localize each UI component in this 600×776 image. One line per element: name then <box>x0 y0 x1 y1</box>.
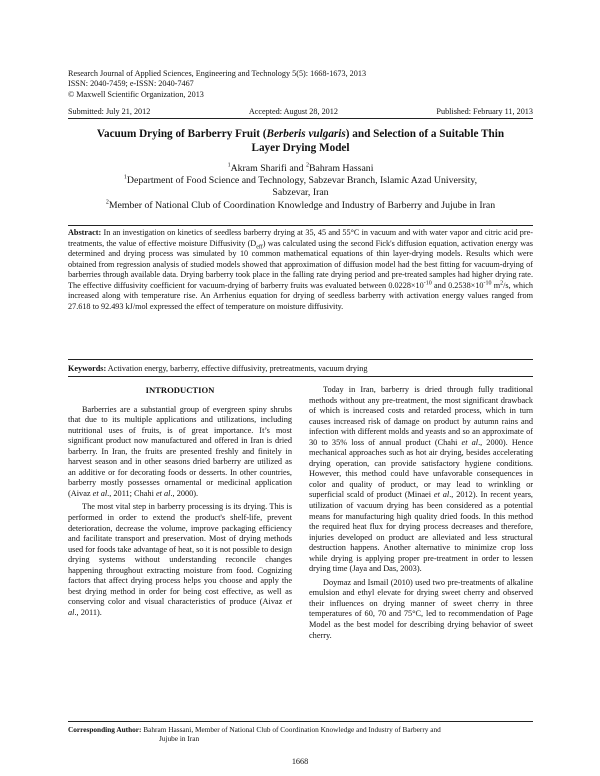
intro-p2-b: ., 2011). <box>74 607 102 617</box>
deff-subscript: eff <box>256 244 263 251</box>
paper-title <box>68 127 533 155</box>
author1-sup: 1 <box>227 162 231 169</box>
journal-header <box>68 69 366 100</box>
intro-p1-a: Barberries are a substantial group of evergreen spiny shrubs that due to its multiple applications and utilizations, including nutritional uses of fruits, is of great importance. It’s most significant product now manufactured and offered in Iran is dried barberry. In Iran, the fruits are presented freshly and finitely in harvest season and in other seasons dried barberry are utilized as an additive or for decorating foods or desserts. In other countries, barberry mostly possesses ornamental or medicinal application (Aivaz <box>68 404 292 498</box>
footnote-label: Corresponding Author: <box>68 725 142 734</box>
abstract <box>68 228 533 312</box>
right-p1-a: Today in Iran, barberry is dried through fully traditional methods without any pre-treatment, the most significant drawback of which is increased costs and retarded process, which in turn causes increased risk of damage on product by autumn rains and infection with different molds and yeasts and so an approximate of 30 to 35% loss of annual product (Chahi <box>309 385 533 447</box>
affiliation-1 <box>68 175 533 187</box>
submitted-date: Submitted: July 21, 2012 <box>68 107 151 116</box>
abstract-text-5: /s, which increased along with temperature rise. An Arrhenius equation for drying of seedless barberry with activation energy values ranged from 27.618 to 92.493 kJ/mol expressed the effect of temperature on moisture diffusivity. <box>68 280 533 311</box>
keywords-rule <box>68 376 533 377</box>
keywords <box>68 364 533 373</box>
corresponding-author-note <box>68 725 533 743</box>
title-line-1 <box>68 127 533 141</box>
page-number: 1668 <box>291 757 309 766</box>
abstract-text-4: m <box>491 280 501 290</box>
header-rule <box>68 118 533 119</box>
title-species: Berberis vulgaris <box>266 128 346 140</box>
introduction-heading: INTRODUCTION <box>145 385 215 395</box>
intro-p1-c: ., 2000). <box>170 488 199 498</box>
aff2-sup: 2 <box>105 199 109 206</box>
issn-line: ISSN: 2040-7459; e-ISSN: 2040-7467 <box>68 79 194 89</box>
footnote-line-2: Jujube in Iran <box>159 734 200 743</box>
right-p1-etal-2: et al <box>433 490 450 500</box>
left-column <box>68 385 292 618</box>
author-1: Akram Sharifi and <box>230 163 306 174</box>
keywords-label: Keywords: <box>68 364 107 373</box>
title-part-1: Vacuum Drying of Barberry Fruit ( <box>96 128 267 140</box>
intro-p1-b: ., 2011; Chahi <box>107 488 156 498</box>
keywords-text: Activation energy, barberry, effective diffusivity, pretreatments, vacuum drying <box>106 364 368 373</box>
intro-paragraph-2 <box>68 502 292 618</box>
abstract-label: Abstract: <box>68 228 102 237</box>
affiliation-1-city: Sabzevar, Iran <box>272 187 329 199</box>
affiliation-2 <box>68 200 533 212</box>
intro-paragraph-1 <box>68 405 292 500</box>
abstract-exp-1: -10 <box>423 279 432 286</box>
intro-p2-a: The most vital step in barberry processing is its drying. This is performed in order to extend the product's shelf-life, prevent deterioration, decrease the volume, improve packaging efficiency and facilitate transport and preservation. Most of drying methods used for foods take advantage of heat, so it is not possible to design drying systems without understanding reconcile changes happening throughout extracting moisture from food. Cognizing factors that affect drying process helps you choose and apply the best drying method in order for being cost effective, as well as conserving color and visual characteristics of produce (Aivaz <box>68 502 292 607</box>
abstract-text-2: ) was calculated using the second Fick's diffusion equation, activation energy was determined and drying process was simulated by 10 common mathematical equations of thin layer-drying models. Results which were obtained from regression analysis of studied models showed that approximation of diffusion model had the best fitting for vacuum-drying of barberries through available data. Drying barberry took place in the falling rate drying period and pre-treated samples had higher drying rate. The effective diffusivity coefficient for vacuum-drying of barberry fruits was evaluated between 0.0228×10 <box>68 238 533 290</box>
abstract-text-3: and 0.2538×10 <box>431 280 484 290</box>
right-column <box>309 385 533 641</box>
abstract-exp-2: -10 <box>483 279 492 286</box>
abstract-top-rule <box>68 225 533 226</box>
author-names <box>68 163 533 175</box>
intro-p1-etal-2: et al <box>155 488 171 498</box>
footnote-line-1 <box>68 725 533 734</box>
accepted-date: Accepted: August 28, 2012 <box>248 107 338 116</box>
author2-sup: 2 <box>305 162 309 169</box>
intro-p1-etal-1: et al <box>92 488 108 498</box>
dates-row <box>68 107 533 116</box>
intro-p2-etal: et al <box>68 597 292 617</box>
published-date: Published: February 11, 2013 <box>436 107 533 116</box>
aff1-sup: 1 <box>123 174 127 181</box>
title-part-2: ) and Selection of a Suitable Thin <box>345 128 505 140</box>
title-line-2: Layer Drying Model <box>251 142 350 154</box>
copyright-line: © Maxwell Scientific Organization, 2013 <box>68 89 204 99</box>
aff1-text: Department of Food Science and Technology, Sabzevar Branch, Islamic Azad University, <box>126 175 478 187</box>
author-block <box>68 163 533 212</box>
right-p1-c: ., 2012). In recent years, utilization of vacuum drying has been considered as a potential means for manufacturing high quality dried foods. In this method the required heat flux for drying process decreases and therefore, injuries developed on product are alleviated and less structural destruction happens. Another alternative to minimize crop loss while drying is applying proper pre-treatment in order to lessen drying time (Jaya and Das, 2003). <box>309 490 534 574</box>
aff2-text: Member of National Club of Coordination Knowledge and Industry of Barberry and Jujube in Iran <box>108 199 496 211</box>
journal-citation: Research Journal of Applied Sciences, Engineering and Technology 5(5): 1668-1673, 2013 <box>68 69 367 78</box>
footnote-text: Bahram Hassani, Member of National Club of Coordination Knowledge and Industry of Barberry and <box>141 725 441 734</box>
right-p1-b: ., 2000). Hence mechanical approaches such as hot air drying, besides accelerating drying operation, can provide satisfactory hygiene conditions. However, this method could have unfavorable consequences in color and quality of product, or may lead to wrinkling or superficial scald of product (Minaei <box>309 437 534 500</box>
footnote-rule <box>68 721 533 722</box>
author-2: Bahram Hassani <box>308 163 374 174</box>
right-paragraph-2: Doymaz and Ismail (2010) used two pre-treatments of alkaline emulsion and ethyl elevate for drying sweet cherry and observed their influences on drying manner of sweet cherry in three temperatures of 60, 70 and 75°C, led to recommendation of Page Model as the best model for describing drying behavior of sweet cherry. <box>309 577 533 640</box>
abstract-text-1: In an investigation on kinetics of seedless barberry drying at 35, 45 and 55°C in vacuum and with water vapor and citric acid pre-treatments, the value of effective moisture Diffusivity (D <box>68 228 533 248</box>
right-paragraph-1 <box>309 385 533 575</box>
abstract-exp-3: 2 <box>500 279 504 286</box>
right-p1-etal-1: et al <box>461 437 479 447</box>
abstract-bottom-rule <box>68 359 533 360</box>
